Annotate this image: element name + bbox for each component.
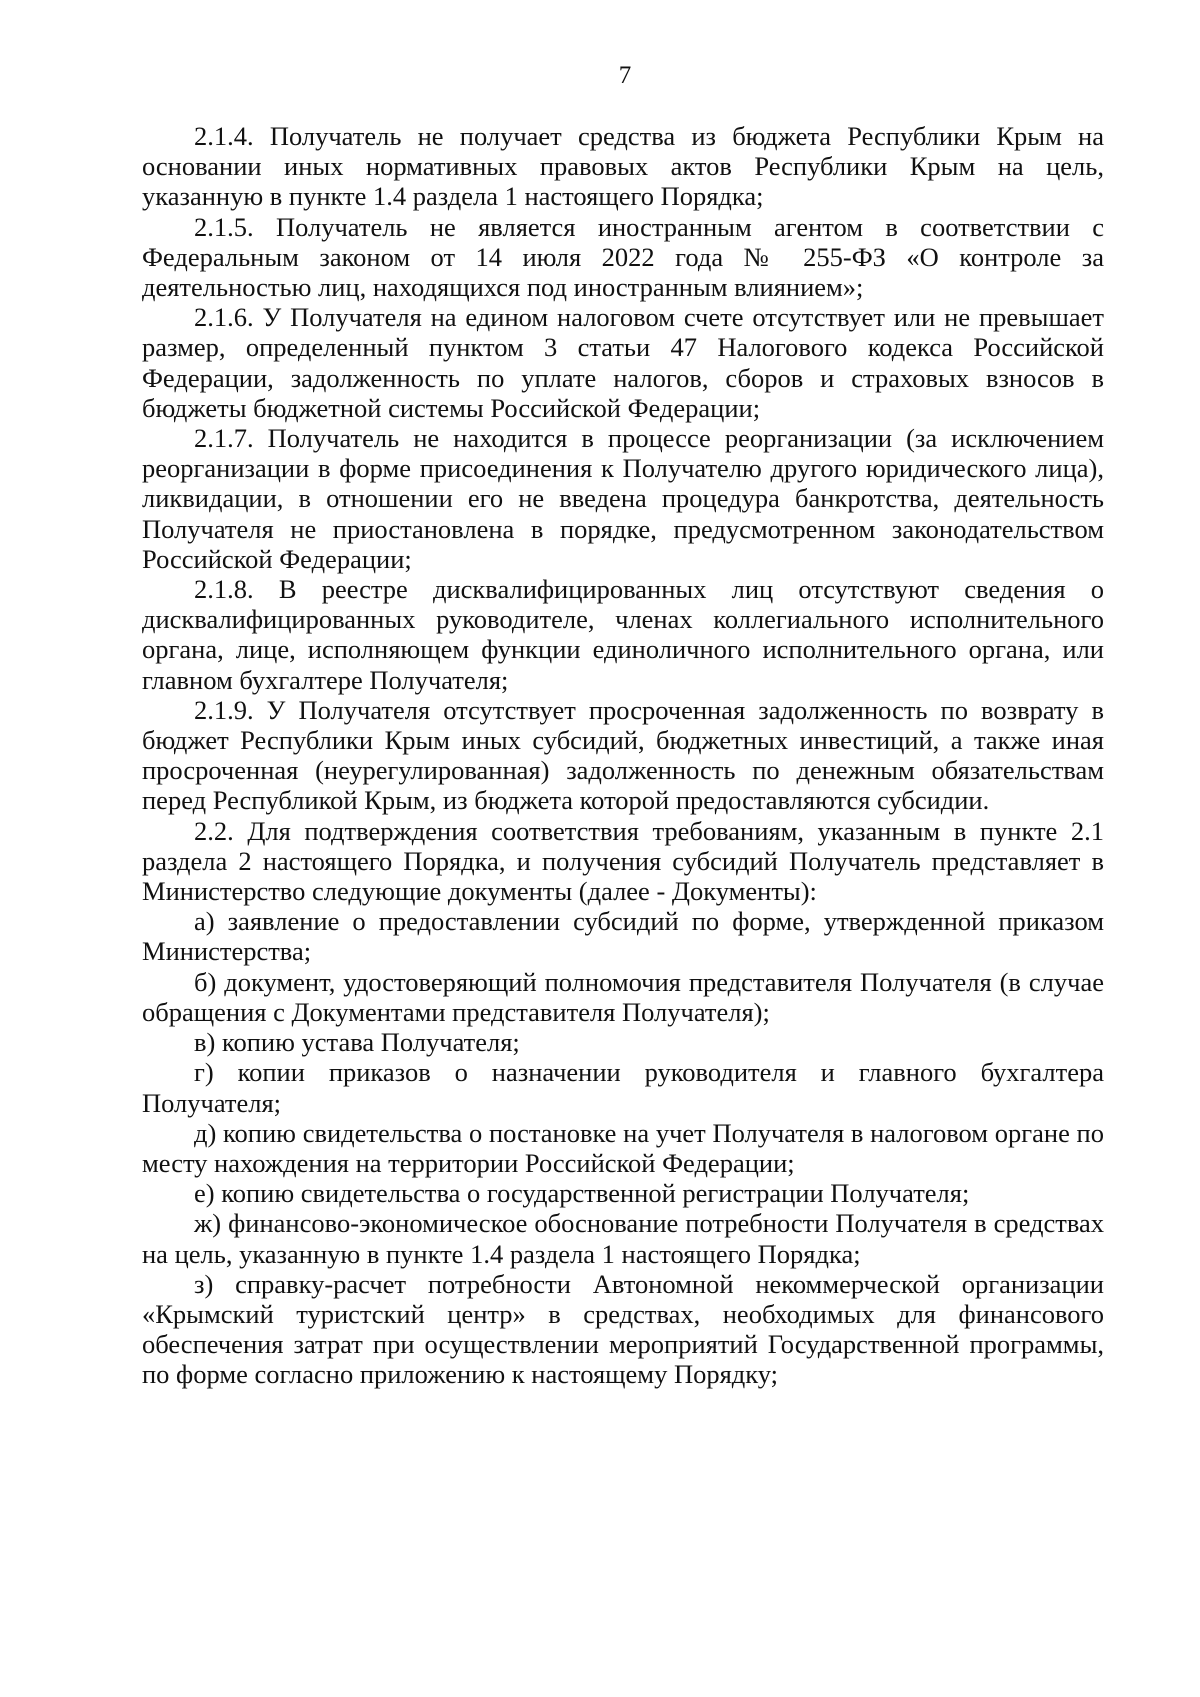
page-number: 7 — [618, 62, 632, 89]
list-item-g: г) копии приказов о назначении руководителя и главного бухгалтера Получателя; — [142, 1057, 1104, 1118]
paragraph-2-2: 2.2. Для подтверждения соответствия требованиям, указанным в пункте 2.1 раздела 2 настоящего Порядка, и получения субсидий Получатель представляет в Министерство следующие документы (далее - Документы): — [142, 815, 1104, 907]
paragraph-2-1-6: 2.1.6. У Получателя на едином налоговом счете отсутствует или не превышает размер, определенный пунктом 3 статьи 47 Налогового кодекса Российской Федерации, задолженность по уплате налогов, сборов и страховых взносов в бюджеты бюджетной системы Российской Федерации; — [142, 302, 1104, 423]
list-item-zh: ж) финансово-экономическое обоснование потребности Получателя в средствах на цель, указанную в пункте 1.4 раздела 1 настоящего Порядка; — [142, 1208, 1104, 1269]
paragraph-2-1-4: 2.1.4. Получатель не получает средства из бюджета Республики Крым на основании иных нормативных правовых актов Республики Крым на цель, указанную в пункте 1.4 раздела 1 настоящего Порядка; — [142, 121, 1104, 212]
list-item-a: а) заявление о предоставлении субсидий по форме, утвержденной приказом Министерства; — [142, 906, 1104, 967]
list-item-v: в) копию устава Получателя; — [194, 1027, 520, 1058]
document-body — [142, 121, 1104, 1390]
paragraph-2-1-7: 2.1.7. Получатель не находится в процессе реорганизации (за исключением реорганизации в форме присоединения к Получателю другого юридического лица), ликвидации, в отношении его не введена процедура банкротства, деятельность Получателя не приостановлена в порядке, предусмотренном законодательством Российской Федерации; — [142, 423, 1104, 574]
paragraph-2-1-9: 2.1.9. У Получателя отсутствует просроченная задолженность по возврату в бюджет Республики Крым иных субсидий, бюджетных инвестиций, а также иная просроченная (неурегулированная) задолженность по денежным обязательствам перед Республикой Крым, из бюджета которой предоставляются субсидии. — [142, 694, 1104, 816]
list-item-e: е) копию свидетельства о государственной регистрации Получателя; — [194, 1178, 970, 1209]
list-item-z: з) справку-расчет потребности Автономной некоммерческой организации «Крымский туристский центр» в средствах, необходимых для финансового обеспечения затрат при осуществлении мероприятий Государственной программы, по форме согласно приложению к настоящему Порядку; — [142, 1268, 1104, 1390]
paragraph-2-1-8: 2.1.8. В реестре дисквалифицированных лиц отсутствуют сведения о дисквалифицированных руководителе, членах коллегиального исполнительного органа, лице, исполняющем функции единоличного исполнительного органа, или главном бухгалтере Получателя; — [142, 574, 1104, 695]
list-item-d: д) копию свидетельства о постановке на учет Получателя в налоговом органе по месту нахождения на территории Российской Федерации; — [142, 1117, 1104, 1178]
list-item-b: б) документ, удостоверяющий полномочия представителя Получателя (в случае обращения с Документами представителя Получателя); — [142, 966, 1104, 1027]
paragraph-2-1-5: 2.1.5. Получатель не является иностранным агентом в соответствии с Федеральным законом от 14 июля 2022 года № 255-ФЗ «О контроле за деятельностью лиц, находящихся под иностранным влиянием»; — [142, 211, 1104, 303]
